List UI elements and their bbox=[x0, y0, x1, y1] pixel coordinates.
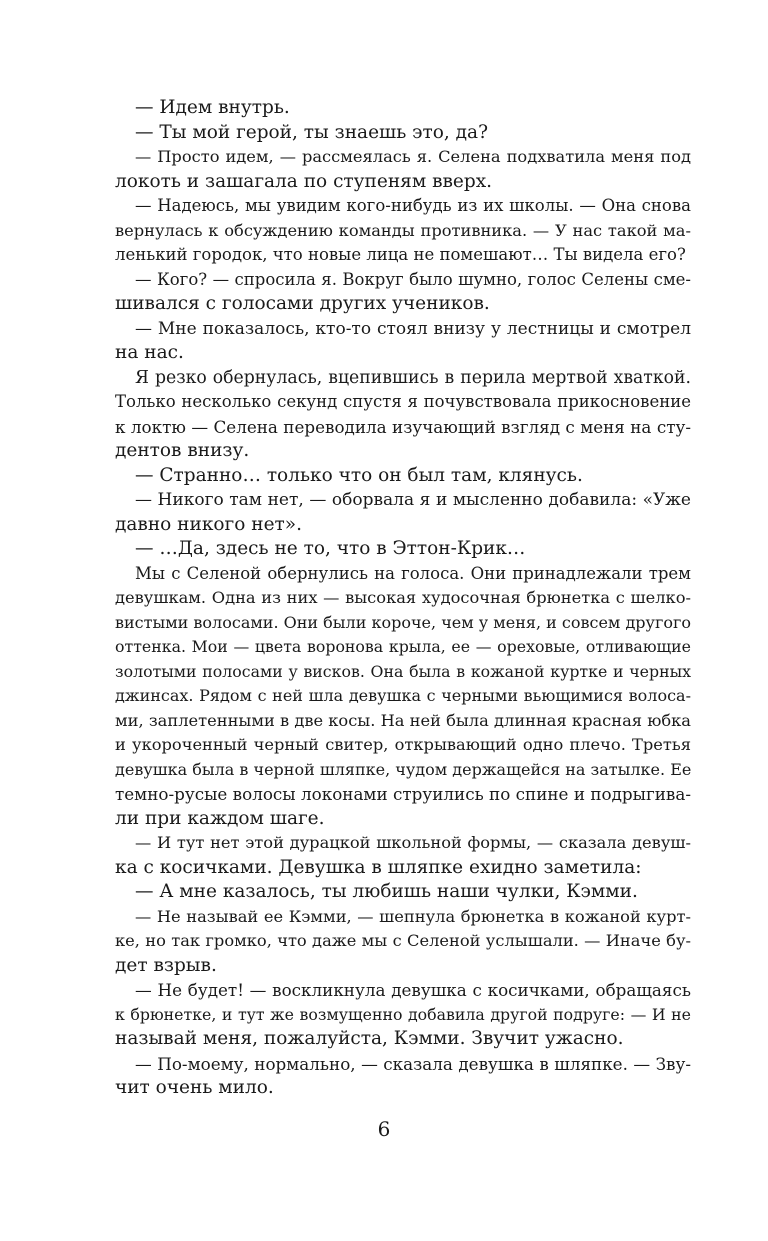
text-line: дет взрыв. bbox=[115, 954, 217, 976]
text-line: — А мне казалось, ты любишь наши чулки, Кэмми. bbox=[135, 881, 638, 902]
text-line: ленький городок, что новые лица не помешают… Ты видела его? bbox=[115, 245, 686, 264]
page-number: 6 bbox=[377, 1117, 391, 1141]
text-line: к локтю — Селена переводила изучающий взгляд с меня на сту- bbox=[115, 416, 691, 437]
text-line: к брюнетке, и тут же возмущенно добавила другой подруге: — И не bbox=[115, 1004, 691, 1024]
text-line: темно-русые волосы локонами струились по спине и подрыгива- bbox=[115, 784, 691, 804]
text-line: локоть и зашагала по ступеням вверх. bbox=[115, 170, 493, 192]
text-line: — …Да, здесь не то, что в Эттон-Крик… bbox=[135, 538, 526, 559]
text-line: шивался с голосами других учеников. bbox=[115, 293, 490, 314]
text-line: девушкам. Одна из них — высокая худосочная брюнетка с шелко- bbox=[115, 588, 691, 607]
text-line: и укороченный черный свитер, открывающий одно плечо. Третья bbox=[115, 735, 691, 754]
text-line: девушка была в черной шляпке, чудом держащейся на затылке. Ее bbox=[115, 759, 692, 779]
text-line: давно никого нет». bbox=[115, 513, 302, 535]
text-line: на нас. bbox=[115, 342, 184, 363]
text-line: — Ты мой герой, ты знаешь это, да? bbox=[135, 121, 488, 143]
text-line: ми, заплетенными в две косы. На ней была длинная красная юбка bbox=[115, 710, 691, 730]
text-line: ке, но так громко, что даже мы с Селеной услышали. — Иначе бу- bbox=[115, 931, 691, 950]
text-line: ли при каждом шаге. bbox=[115, 807, 325, 829]
text-line: — Не будет! — воскликнула девушка с косичками, обращаясь bbox=[135, 980, 691, 1000]
text-line: ка с косичками. Девушка в шляпке ехидно заметила: bbox=[115, 856, 642, 878]
text-line: оттенка. Мои — цвета воронова крыла, ее — ореховые, отливающие bbox=[115, 637, 691, 656]
text-line: — Надеюсь, мы увидим кого-нибудь из их школы. — Она снова bbox=[135, 196, 691, 215]
text-line: — Странно… только что он был там, клянусь. bbox=[135, 464, 583, 486]
text-line: джинсах. Рядом с ней шла девушка с черными вьющимися волоса- bbox=[115, 686, 691, 705]
text-line: Мы с Селеной обернулись на голоса. Они принадлежали трем bbox=[135, 563, 691, 583]
text-line: — Мне показалось, кто-то стоял внизу у лестницы и смотрел bbox=[135, 318, 691, 339]
text-line: — Кого? — спросила я. Вокруг было шумно, голос Селены сме- bbox=[135, 269, 691, 289]
book-page-text bbox=[115, 96, 691, 1101]
text-line: — Просто идем, — рассмеялась я. Селена подхватила меня под bbox=[135, 147, 691, 166]
text-line: золотыми полосами у висков. Она была в кожаной куртке и черных bbox=[115, 661, 691, 681]
text-line: вистыми волосами. Они были короче, чем у меня, и совсем другого bbox=[115, 612, 691, 632]
text-line: — Никого там нет, — оборвала я и мысленно добавила: «Уже bbox=[135, 490, 691, 510]
text-line: — И тут нет этой дурацкой школьной формы, — сказала девуш- bbox=[135, 833, 691, 852]
text-line: называй меня, пожалуйста, Кэмми. Звучит ужасно. bbox=[115, 1028, 624, 1049]
text-line: — По-моему, нормально, — сказала девушка в шляпке. — Зву- bbox=[135, 1053, 691, 1074]
text-line: чит очень мило. bbox=[115, 1077, 274, 1098]
text-line: — Идем внутрь. bbox=[135, 97, 290, 118]
text-line: вернулась к обсуждению команды противника. — У нас такой ма- bbox=[115, 220, 691, 240]
text-line: Только несколько секунд спустя я почувствовала прикосновение bbox=[115, 392, 691, 411]
text-line: Я резко обернулась, вцепившись в перила мертвой хваткой. bbox=[135, 367, 691, 388]
text-line: — Не называй ее Кэмми, — шепнула брюнетка в кожаной курт- bbox=[135, 906, 691, 926]
text-line: дентов внизу. bbox=[115, 440, 250, 461]
